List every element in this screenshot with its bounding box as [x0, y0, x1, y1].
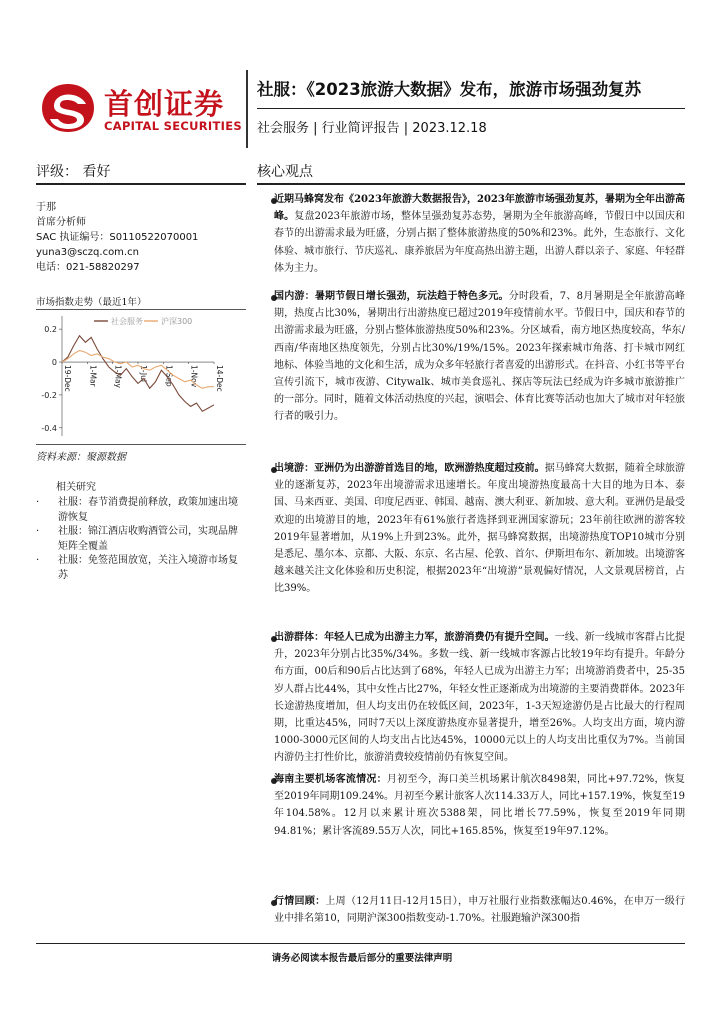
paragraph-travel-report [274, 191, 685, 277]
paragraph-lead: 近期马蜂窝发布《2023年旅游大数据报告》，2023年旅游市场强劲复苏，暑期为全年出游高峰。 [274, 194, 685, 223]
analyst-email: yuna3@sczq.com.cn [36, 247, 139, 258]
paragraph-body: 月初至今，海口美兰机场累计航次8498架，同比+97.72%，恢复至2019年同期109.24%。月初至今累计旅客人次114.33万人，同比+157.19%，恢复至19年104.58%。12月以来累计班次5388架，同比增长77.59%，恢复至2019年同期94.81%；累计客流89.55万人次，同比+165.85%，恢复至19年97.12%。 [274, 774, 685, 837]
paragraph-body: 据马蜂窝大数据，随着全球旅游业的逐渐复苏，2023年出境游需求迅速增长。年度出境游热度最高十大目的地为日本、泰国、马来西亚、美国、印度尼西亚、韩国、越南、澳大利亚、新加坡、意大利。亚洲仍是最受欢迎的出境游目的地，2023年有61%旅行者选择到亚洲国家游玩；23年前往欧洲的游客较2019年显著增加，从19%上升到23%。此外，据马蜂窝数据，出境游热度TOP10城市分别是悉尼、墨尔本、京都、大阪、东京、名古屋、伦敦、首尔、伊斯坦布尔、新加坡。出境游客越来越关注文化体验和历史积淀，根据2023年“出境游”景观偏好情况，人文景观居榜首，占比39%。 [274, 463, 686, 595]
footer-disclaimer: 请务必阅读本报告最后部分的重要法律声明 [271, 953, 453, 964]
chart-x-tick-label: 1-Nov [189, 365, 199, 388]
chart-x-tick-label: 14-Dec [215, 365, 224, 392]
chart-bottom-rule [36, 444, 246, 445]
analyst-phone: 电话：021-58820297 [36, 262, 140, 273]
paragraph-lead: 国内游：暑期节假日增长强劲，玩法趋于特色多元。 [274, 291, 509, 302]
paragraph-domestic [274, 288, 685, 426]
chart-legend-label: 沪深300 [161, 317, 193, 326]
bullet-icon: · [36, 526, 40, 537]
paragraph-outbound [274, 460, 685, 598]
paragraph-hainan-airport [274, 771, 685, 840]
related-research-text: 社服：免签范围放宽，关注入境游市场复苏 [58, 555, 238, 581]
chart-y-tick-label: 0 [51, 358, 57, 368]
chart-title: 市场指数走势（最近1年） [36, 297, 147, 308]
paragraph-body: 上周（12月11日-12月15日），申万社服行业指数涨幅达0.46%，在申万一级行业中排名第10，同期沪深300指数变动-1.70%。社服跑输沪深300指 [274, 896, 686, 925]
bullet-icon: · [36, 555, 40, 566]
paragraph-body: 一线、新一线城市客群占比提升，2023年分别占比35%/34%。多数一线、新一线城市客源占比较19年均有提升。年龄分布方面，00后和90后占比达到了68%，年轻人已成为出游主力军；出境游消费者中，25-35岁人群占比44%，其中女性占比27%，年轻女性正逐渐成为出境游的主要消费群体。2023年长途游热度增加，但人均支出仍在较低区间，2023年，1-3天短途游仍是占比最大的行程周期，比重达45%，同时7天以上深度游热度亦显著提升，增至26%。人均支出方面，境内游1000-3000元区间的人均支出占比达45%，10000元以上的人均支出比重仅为7%。当前国内游仍主打性价比，旅游消费较疫情前仍有恢复空间。 [274, 632, 686, 764]
paragraph-lead: 海南主要机场客流情况： [274, 774, 387, 785]
paragraph-body: 分时段看，7、8月暑期是全年旅游高峰期，热度占比30%，暑期出行出游热度已超过2019年疫情前水平。节假日中，国庆和春节的出游需求最为旺盛，分别占整体旅游热度50%和23%。分区域看，南方地区热度较高，华东/西南/华南地区热度领先，分别占比30%/19%/15%。2023年探索城市角落、打卡城市网红地标、体验当地的文化和生活，成为众多年轻旅行者喜爱的出游形式。在抖音、小红书等平台宣传引流下，城市夜游、Citywalk、城市美食巡礼、探店等玩法已经成为许多城市旅游推广的一部分。同时，随着文体活动热度的兴起，演唱会、体育比赛等活动也加大了城市对年轻旅行者的吸引力。 [274, 291, 686, 423]
report-meta: 社会服务 | 行业简评报告 | 2023.12.18 [257, 121, 487, 136]
chart-x-tick-label: 19-Dec [63, 365, 72, 392]
report-title: 社服：《2023旅游大数据》发布，旅游市场强劲复苏 [257, 80, 642, 99]
related-research-item[interactable] [36, 496, 246, 525]
chart-source: 资料来源：聚源数据 [36, 452, 126, 463]
related-research-item[interactable] [36, 525, 246, 554]
paragraph-market-review [274, 893, 685, 927]
bullet-icon: · [36, 497, 40, 508]
chart-x-tick-label: 1-Jul [139, 365, 148, 382]
logo-text-en: CAPITAL SECURITIES [104, 119, 242, 133]
header-divider [246, 70, 248, 148]
related-research-text: 社服：锦江酒店收购酒管公司，实现品牌矩阵全覆盖 [58, 526, 238, 552]
paragraph-lead: 出境游：亚洲仍为出游游首选目的地，欧洲游热度超过疫前。 [274, 463, 545, 474]
section-title: 核心观点 [257, 164, 313, 180]
chart-y-tick-label: -0.2 [41, 390, 57, 400]
market-index-chart [36, 310, 246, 442]
header-rule [257, 108, 685, 109]
chart-y-tick-label: 0.2 [44, 325, 57, 335]
chart-y-tick-label: -0.4 [41, 423, 57, 433]
paragraph-travelers [274, 629, 685, 767]
related-research-item[interactable] [36, 554, 246, 583]
footer-rule [36, 943, 685, 944]
chart-legend-label: 社会服务 [111, 317, 143, 326]
related-research-title: 相关研究 [56, 482, 96, 493]
paragraph-body: 复盘2023年旅游市场，整体呈强劲复苏态势，暑期为全年旅游高峰，节假日中以国庆和春节的出游需求最为旺盛，分别占据了整体旅游热度的50%和23%。此外，生态旅行、文化体验、城市旅行、节庆巡礼、康养旅居为年度高热出游主题，出游人群以亲子、家庭、年轻群体为主力。 [274, 211, 686, 274]
rating: 评级： 看好 [36, 164, 111, 180]
related-research-text: 社服：春节消费提前释放，政策加速出境游恢复 [58, 497, 238, 523]
analyst-name: 于那 [36, 202, 56, 213]
analyst-role: 首席分析师 [36, 217, 86, 228]
section-rule [257, 183, 685, 185]
logo-mark-icon [40, 82, 96, 134]
rating-rule [36, 183, 246, 185]
logo-text-cn: 首创证券 [104, 87, 225, 121]
chart-x-tick-label: 1-Sep [164, 365, 174, 387]
paragraph-lead: 出游群体：年轻人已成为出游主力军，旅游消费仍有提升空间。 [274, 632, 555, 643]
chart-x-tick-label: 1-Mar [88, 365, 98, 387]
chart-x-tick-label: 1-May [113, 365, 123, 389]
paragraph-lead: 行情回顾： [274, 896, 326, 907]
analyst-sac: SAC 执证编号：S0110522070001 [36, 232, 199, 243]
